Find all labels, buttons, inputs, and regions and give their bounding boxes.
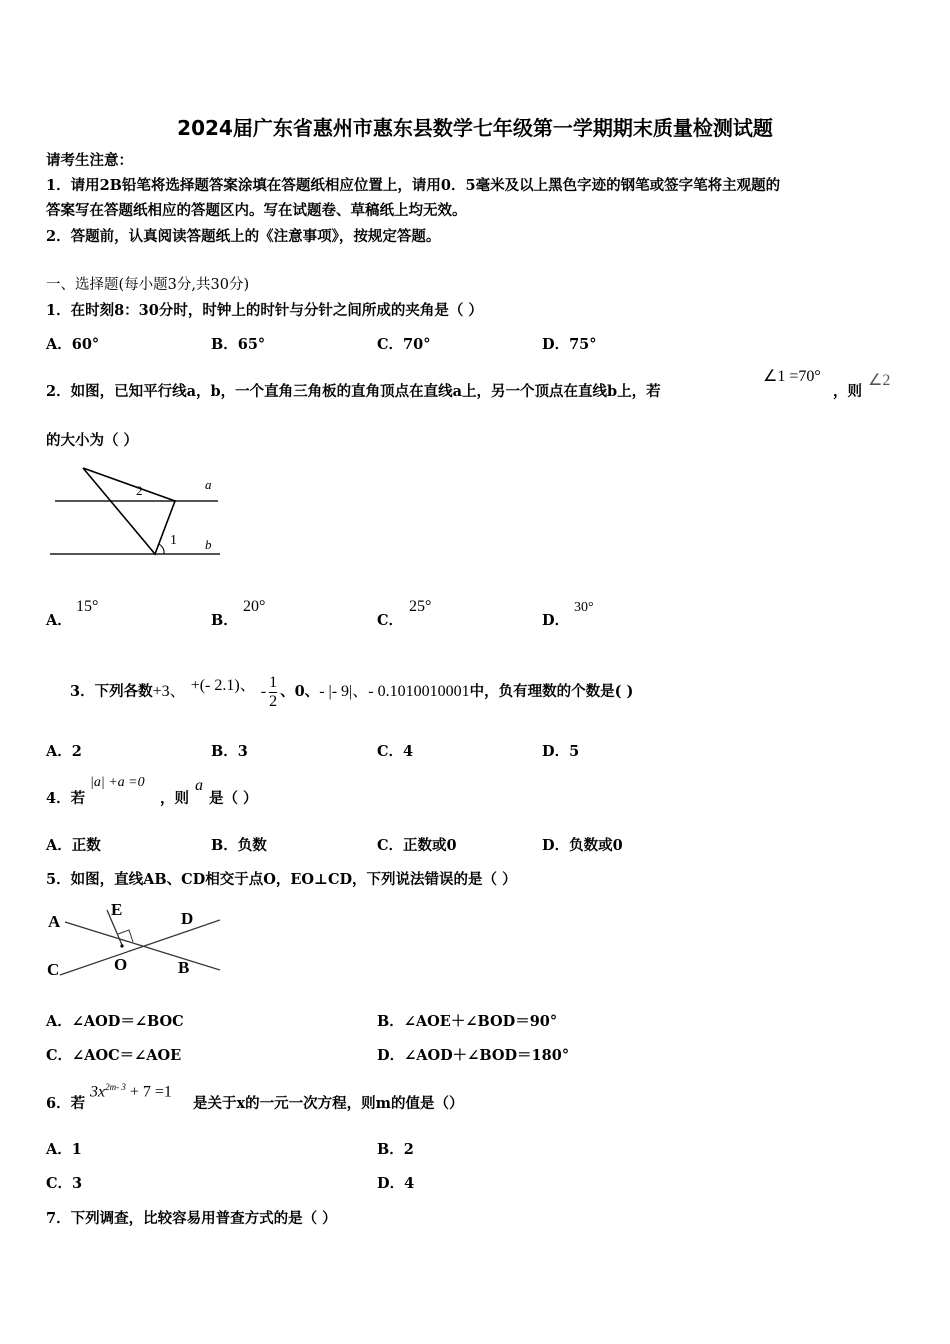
q3-fraction (269, 674, 277, 711)
q2-option-b: B． (211, 612, 238, 629)
q6-equation (90, 1082, 172, 1101)
q5-option-a: A．∠AOD＝∠BOC (46, 1013, 184, 1030)
q5-label-e: E (111, 900, 123, 919)
q5-text: 5．如图，直线AB、CD相交于点O，EO⊥CD，下列说法错误的是（ ） (46, 871, 517, 888)
q1-option-b: B．65° (211, 336, 266, 353)
q4-option-b: B．负数 (211, 837, 267, 854)
q4-option-a: A．正数 (46, 837, 101, 854)
q2-condition: ∠1 =70° (763, 368, 821, 385)
q3-option-d: D．5 (542, 743, 580, 760)
q4-mid: ，则 (160, 790, 189, 807)
q2-option-b-value: 20° (243, 598, 266, 615)
q6-option-c: C．3 (46, 1175, 83, 1192)
q1-option-c: C．70° (377, 336, 431, 353)
q2-option-d-value: 30° (574, 600, 594, 615)
q5-label-d: D (181, 909, 194, 928)
section-heading: 一、选择题(每小题3分,共30分) (46, 277, 250, 293)
notice-item-2: 2．答题前，认真阅读答题纸上的《注意事项》，按规定答题。 (46, 228, 441, 245)
q2-text-cont: 的大小为（ ） (46, 432, 139, 449)
q3-text (70, 672, 633, 712)
q6-eq-base: 3x (90, 1083, 106, 1101)
q2-then: ，则 (833, 383, 862, 400)
q4-prefix: 4．若 (46, 790, 86, 807)
q1-text: 1．在时刻8：30分时，时钟上的时针与分针之间所成的夹角是（ ） (46, 302, 483, 319)
q4-option-d: D．负数或0 (542, 837, 623, 854)
q3-suffix: 中，负有理数的个数是( ) (469, 683, 634, 700)
q6-option-b: B．2 (377, 1141, 414, 1158)
q5-label-b: B (178, 958, 190, 977)
q2-option-a: A． (46, 612, 72, 629)
q5-option-d: D．∠AOD＋∠BOD＝180° (377, 1047, 570, 1064)
q6-suffix: 是关于x的一元一次方程，则m的值是（） (193, 1095, 464, 1112)
q3-number-2: +(- 2.1)、 (190, 677, 256, 694)
q6-prefix: 6．若 (46, 1095, 86, 1112)
q6-eq-rest: + 7 =1 (125, 1083, 172, 1101)
q3-number-4: 、0、 (280, 683, 320, 700)
q4-suffix: 是（ ） (209, 790, 258, 807)
fraction-denominator: 2 (269, 692, 278, 710)
q5-label-c: C (47, 960, 60, 979)
q5-label-a: A (48, 912, 61, 931)
q4-option-c: C．正数或0 (377, 837, 457, 854)
q5-option-c: C．∠AOC＝∠AOE (46, 1047, 182, 1064)
q2-text: 2．如图，已知平行线a，b，一个直角三角板的直角顶点在直线a上，另一个顶点在直线b上，若 (46, 383, 661, 400)
q2-label-a: a (205, 477, 212, 492)
q2-option-a-value: 15° (76, 598, 99, 615)
notice-item-1: 1．请用2B铅笔将选择题答案涂填在答题纸相应位置上，请用0．5毫米及以上黑色字迹的钢笔或签字笔将主观题的 (46, 177, 781, 194)
q3-number-3-sign: - (260, 683, 267, 700)
q5-label-o: O (114, 955, 128, 974)
q2-option-c-value: 25° (409, 598, 432, 615)
q3-number-5: - |- 9|、 (319, 683, 369, 700)
q6-eq-exponent: 2m- 3 (105, 1082, 126, 1092)
notice-item-1-cont: 答案写在答题纸相应的答题区内。写在试题卷、草稿纸上均无效。 (46, 202, 467, 219)
notice-heading: 请考生注意： (46, 152, 133, 169)
q3-option-c: C．4 (377, 743, 414, 760)
q6-option-d: D．4 (377, 1175, 415, 1192)
q5-figure (40, 890, 220, 990)
q7-text: 7．下列调查，比较容易用普查方式的是（ ） (46, 1210, 337, 1227)
q2-label-b: b (205, 537, 212, 552)
q2-label-1: 1 (170, 533, 177, 548)
q2-angle: ∠2 (868, 372, 891, 389)
q2-option-d: D． (542, 612, 570, 629)
page-title: 2024届广东省惠州市惠东县数学七年级第一学期期末质量检测试题 (177, 116, 773, 140)
q3-number-1: +3、 (152, 683, 186, 700)
q2-option-c: C． (377, 612, 404, 629)
q3-option-b: B．3 (211, 743, 248, 760)
q2-label-2: 2 (136, 483, 143, 498)
q3-option-a: A．2 (46, 743, 82, 760)
q1-option-d: D．75° (542, 336, 597, 353)
q4-var: a (195, 777, 203, 794)
q3-number-6: - 0.1010010001 (368, 683, 470, 700)
fraction-numerator: 1 (269, 673, 278, 691)
q6-option-a: A．1 (46, 1141, 82, 1158)
q5-option-b: B．∠AOE＋∠BOD＝90° (377, 1013, 558, 1030)
q4-condition: |a| +a =0 (90, 775, 145, 790)
q3-prefix: 3．下列各数 (70, 683, 153, 700)
q1-option-a: A．60° (46, 336, 100, 353)
